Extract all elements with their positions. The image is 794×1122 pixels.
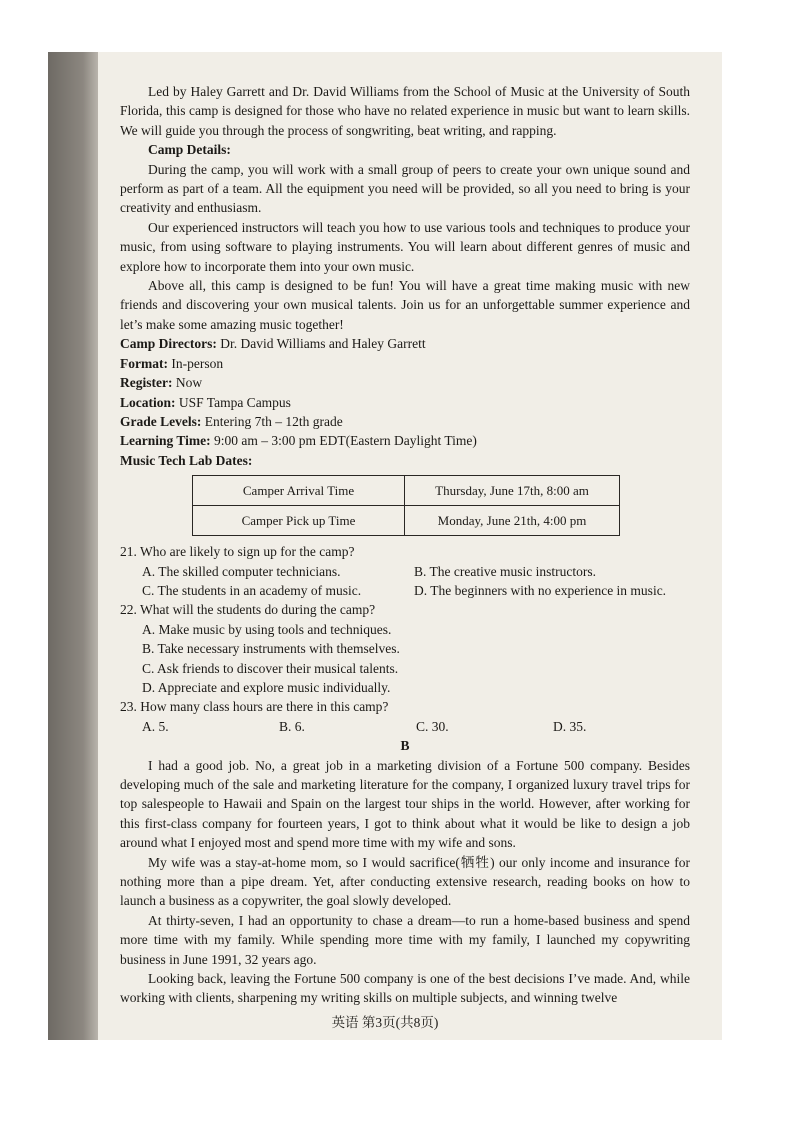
info-row: Format: In-person (120, 355, 224, 371)
passage-b-paragraph: At thirty-seven, I had an opportunity to chase a dream—to run a home-based business and spend more time with my family. While spending more time with my family, I launched my copywriting business in June 1991, 32 years ago. (120, 912, 690, 967)
option: C. The students in an academy of music. (142, 582, 362, 598)
info-row: Camp Directors: Dr. David Williams and Haley Garrett (120, 336, 426, 352)
camp-details-heading: Camp Details: (148, 142, 231, 158)
question-21-options (120, 562, 690, 581)
option: A. 5. (142, 718, 169, 734)
lab-dates-table (192, 475, 620, 536)
details-paragraph: Our experienced instructors will teach you how to use various tools and techniques to produce your music, from using software to playing instruments. You will learn about different genres of music and explore how to incorporate them into your own music. (120, 219, 690, 274)
option: D. The beginners with no experience in music. (414, 582, 667, 598)
table-cell: Monday, June 21th, 4:00 pm (405, 506, 620, 536)
info-row: Register: Now (120, 375, 203, 391)
option: B. 6. (279, 718, 305, 734)
info-row: Learning Time: 9:00 am – 3:00 pm EDT(Eastern Daylight Time) (120, 433, 477, 449)
info-row: Grade Levels: Entering 7th – 12th grade (120, 413, 343, 429)
passage-b-paragraph: My wife was a stay-at-home mom, so I would sacrifice(牺牲) our only income and insurance for nothing more than a pipe dream. Yet, after conducting extensive research, reading books on how to launch a business as a copywriter, the goal slowly developed. (120, 854, 690, 909)
page-footer: 英语 第3页(共8页) (331, 1014, 439, 1030)
passage-b-paragraph: I had a good job. No, a great job in a marketing division of a Fortune 500 company. Besides developing much of the sale and marketing literature for the company, I organized luxury travel trips for top salespeople to Hawaii and Spain on the largest tour ships in the world. However, after working for this first-class company for fourteen years, I got to think about what it would be like to design a job around what I enjoyed most and spend more time with my wife and sons. (120, 757, 690, 851)
question-22-stem: 22. What will the students do during the camp? (120, 602, 376, 618)
question-23-options (120, 717, 690, 736)
option: B. Take necessary instruments with themselves. (142, 641, 400, 657)
question-21-stem: 21. Who are likely to sign up for the camp? (120, 544, 355, 560)
question-21-options (120, 581, 690, 600)
section-b-heading: B (400, 738, 410, 754)
table-cell: Camper Pick up Time (193, 506, 405, 536)
option: A. Make music by using tools and techniques. (142, 621, 392, 637)
option: B. The creative music instructors. (414, 563, 596, 579)
details-paragraph: Above all, this camp is designed to be fun! You will have a great time making music with new friends and discovering your own musical talents. Join us for an unforgettable summer experience and let’s make some amazing music together! (120, 278, 690, 332)
table-row (193, 506, 620, 536)
table-cell: Thursday, June 17th, 8:00 am (405, 476, 620, 506)
option: A. The skilled computer technicians. (142, 563, 341, 579)
passage-b-paragraph: Looking back, leaving the Fortune 500 company is one of the best decisions I’ve made. And, while working with clients, sharpening my writing skills on multiple subjects, and winning twelve (120, 971, 690, 1006)
exam-page (48, 52, 722, 1040)
details-paragraph: During the camp, you will work with a small group of peers to create your own unique sound and perform as part of a team. All the equipment you need will be provided, so all you need to bring is your creativity and enthusiasm. (120, 161, 690, 216)
option: D. Appreciate and explore music individually. (142, 679, 391, 695)
option: C. 30. (416, 718, 449, 734)
intro-paragraph: Led by Haley Garrett and Dr. David Williams from the School of Music at the University of South Florida, this camp is designed for those who have no related experience in music but want to learn skills. We will guide you through the process of songwriting, beat writing, and rapping. (120, 84, 690, 138)
table-row (193, 476, 620, 506)
option: C. Ask friends to discover their musical talents. (142, 660, 399, 676)
question-23-stem: 23. How many class hours are there in this camp? (120, 699, 389, 715)
lab-dates-heading: Music Tech Lab Dates: (120, 452, 253, 468)
table-cell: Camper Arrival Time (193, 476, 405, 506)
info-row: Location: USF Tampa Campus (120, 394, 291, 410)
option: D. 35. (553, 718, 587, 734)
